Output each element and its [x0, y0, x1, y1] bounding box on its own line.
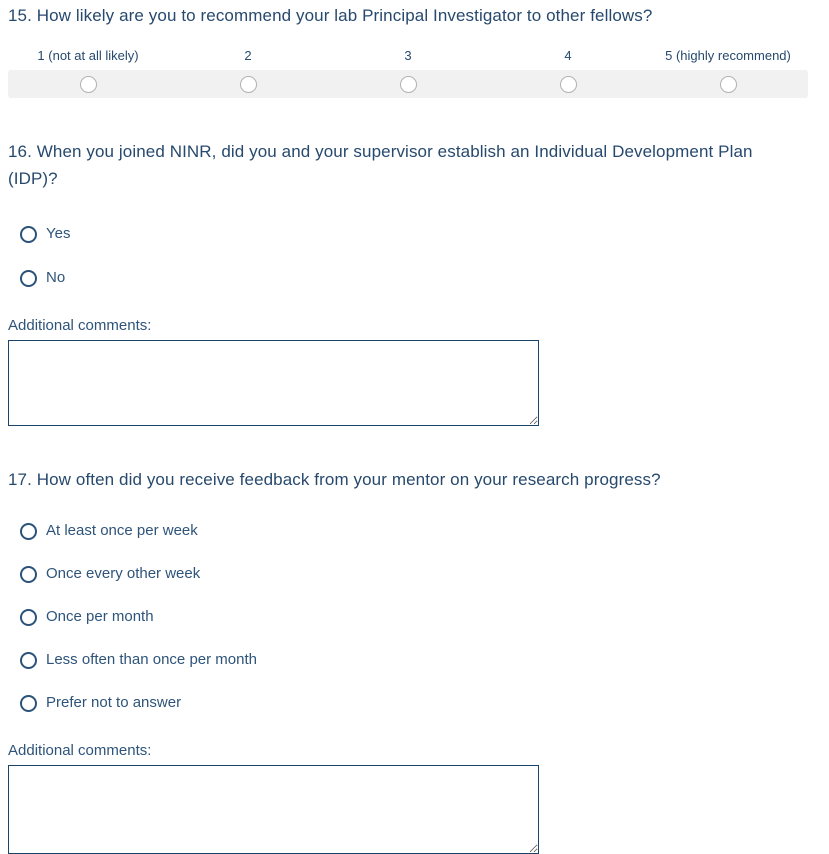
- q17-comments-textarea[interactable]: [8, 765, 539, 854]
- scale-option-cell-1[interactable]: [8, 76, 168, 93]
- radio-button-icon[interactable]: [20, 652, 37, 669]
- radio-button-icon[interactable]: [20, 566, 37, 583]
- scale-radio-3-icon[interactable]: [400, 76, 417, 93]
- likert-scale-header-row: [8, 48, 808, 64]
- q17-option-2-label: Once every other week: [46, 565, 201, 582]
- q16-option-no[interactable]: [20, 269, 821, 287]
- q16-option-no-label: No: [46, 269, 66, 286]
- scale-radio-4-icon[interactable]: [560, 76, 577, 93]
- q16-comments-textarea[interactable]: [8, 340, 539, 426]
- q17-option-2[interactable]: [20, 565, 821, 583]
- q17-option-1[interactable]: [20, 522, 821, 540]
- scale-radio-2-icon[interactable]: [240, 76, 257, 93]
- question-16-title: 16. When you joined NINR, did you and your supervisor establish an Individual Development Plan (IDP)?: [8, 142, 753, 188]
- scale-label-5: 5 (highly recommend): [665, 48, 791, 63]
- q17-option-1-label: At least once per week: [46, 522, 198, 539]
- question-16: [8, 138, 821, 426]
- likert-scale-options-row: [8, 70, 808, 98]
- scale-label-3: 3: [404, 48, 412, 63]
- scale-option-cell-2[interactable]: [168, 76, 328, 93]
- q16-comments-label: Additional comments:: [8, 317, 152, 334]
- q17-option-3[interactable]: [20, 608, 821, 626]
- scale-option-cell-5[interactable]: [648, 76, 808, 93]
- scale-option-cell-3[interactable]: [328, 76, 488, 93]
- q17-option-4[interactable]: [20, 651, 821, 669]
- q16-option-yes[interactable]: [20, 225, 821, 243]
- likert-scale-table: [8, 48, 808, 98]
- radio-button-icon[interactable]: [20, 695, 37, 712]
- scale-label-1: 1 (not at all likely): [37, 48, 139, 63]
- radio-button-icon[interactable]: [20, 609, 37, 626]
- question-17: [8, 466, 821, 854]
- radio-button-icon[interactable]: [20, 226, 37, 243]
- scale-label-4: 4: [564, 48, 572, 63]
- scale-radio-5-icon[interactable]: [720, 76, 737, 93]
- radio-button-icon[interactable]: [20, 270, 37, 287]
- scale-option-cell-4[interactable]: [488, 76, 648, 93]
- q17-option-4-label: Less often than once per month: [46, 651, 257, 668]
- q16-option-yes-label: Yes: [46, 225, 71, 242]
- question-15-title: 15. How likely are you to recommend your lab Principal Investigator to other fellows?: [8, 6, 653, 25]
- question-17-title: 17. How often did you receive feedback from your mentor on your research progress?: [8, 470, 661, 489]
- radio-button-icon[interactable]: [20, 523, 37, 540]
- q17-comments-label: Additional comments:: [8, 742, 152, 759]
- scale-label-2: 2: [244, 48, 252, 63]
- q17-option-5[interactable]: [20, 694, 821, 712]
- question-15: [8, 2, 821, 98]
- scale-radio-1-icon[interactable]: [80, 76, 97, 93]
- q17-option-3-label: Once per month: [46, 608, 154, 625]
- q17-option-5-label: Prefer not to answer: [46, 694, 182, 711]
